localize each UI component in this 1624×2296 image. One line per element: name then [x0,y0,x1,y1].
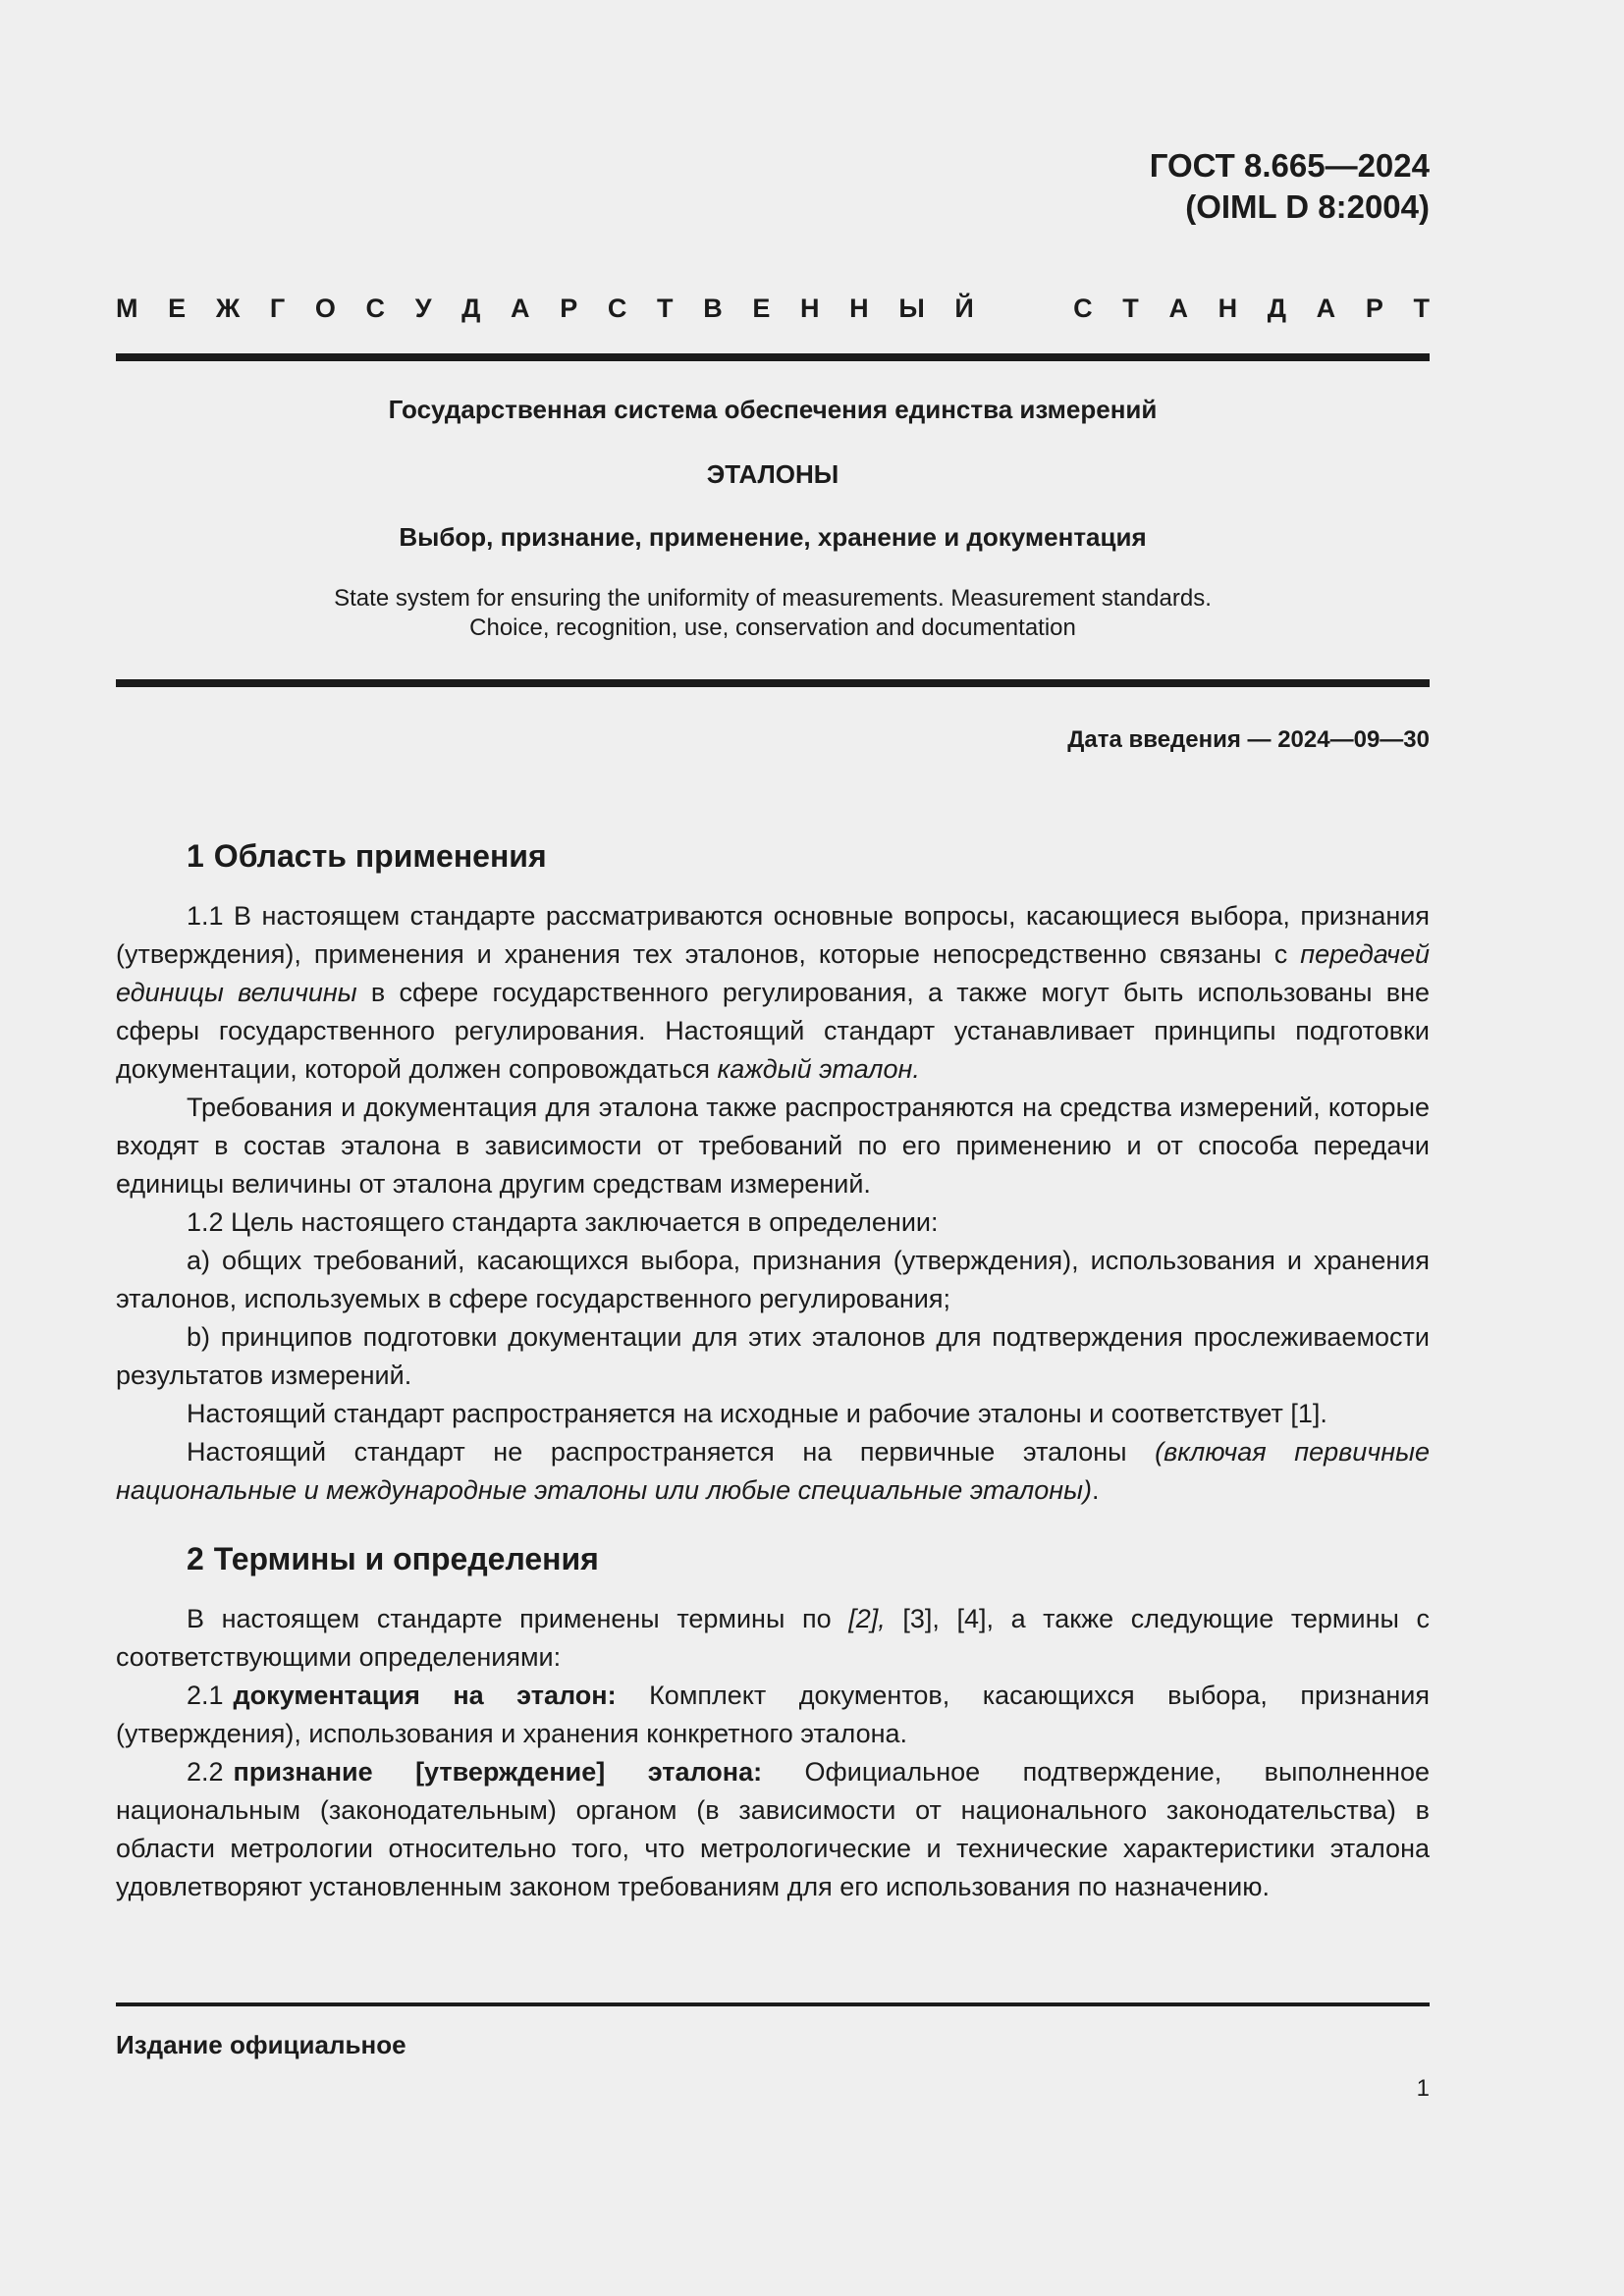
banner-letter: Ж [215,293,241,323]
term-number: 2.2 [187,1757,224,1787]
header-rule-top [116,353,1430,361]
list-item-b: b) принципов подготовки документации для этих эталонов для подтверждения прослеживаемости результатов измерений. [116,1322,1430,1390]
text-run: Настоящий стандарт не распространяется на первичные эталоны [187,1437,1156,1467]
banner-letter: Т [1413,293,1430,323]
list-item-a: а) общих требований, касающихся выбора, признания (утверждения), использования и хранения эталонов, используемых в сфере государственного регулирования; [116,1246,1430,1313]
document-page [116,0,1430,2296]
footer-rule [116,2002,1430,2006]
system-title: Государственная система обеспечения единства измерений [388,395,1158,424]
paragraph-not-applies [116,1433,1430,1510]
banner-letter: С [1073,293,1093,323]
banner-letter: Р [560,293,578,323]
english-title-line-1: State system for ensuring the uniformity of measurements. Measurement standards. [334,585,1212,612]
document-subtitle: Выбор, признание, применение, хранение и документация [399,522,1147,552]
banner-letter: Р [1365,293,1383,323]
term-2-2 [116,1753,1430,1906]
text-run: В настоящем стандарте применены термины по [187,1604,849,1633]
banner-letter: Г [269,293,286,323]
banner-letter: Ы [898,293,925,323]
section-2-title: Термины и определения [213,1541,599,1576]
section-2-number: 2 [187,1541,204,1576]
paragraph-1-1 [116,897,1430,1089]
gost-number: ГОСТ 8.665—2024 [1149,147,1430,184]
banner-letter: В [703,293,723,323]
term-definition: Официальное подтверждение, выполненное национальным (законодательным) органом (в зависимости от национального законодательства) в области метрологии относительно того, что метрологические и технические характеристики эталона удовлетворяют установленным законом требованиям для его использования по назначению. [116,1757,1430,1901]
italic-text-run: передачей единицы величины [116,939,1430,1007]
term-name: документация на эталон: [233,1681,617,1710]
banner-letter: С [365,293,386,323]
banner-letter: Т [1122,293,1139,323]
paragraph-applies: Настоящий стандарт распространяется на исходные и рабочие эталоны и соответствует [1]. [187,1399,1327,1428]
english-title-line-2: Choice, recognition, use, conservation and documentation [469,614,1076,641]
banner-letter: Н [800,293,820,323]
document-designation [1150,145,1430,228]
text-run: . [1091,1475,1100,1505]
banner-letter: А [1168,293,1188,323]
introduction-date: Дата введения — 2024—09—30 [1067,726,1430,753]
official-edition-label: Издание официальное [116,2030,406,2059]
banner-letter: Е [752,293,771,323]
banner-letter: С [607,293,627,323]
section-2-heading [116,1539,1430,1578]
standard-type-banner [116,291,1430,326]
banner-letter: Й [954,293,974,323]
term-2-1 [116,1677,1430,1753]
term-number: 2.1 [187,1681,224,1710]
section-1-title: Область применения [213,838,547,874]
banner-letter: Н [849,293,869,323]
paragraph-requirements: Требования и документация для эталона также распространяются на средства измерений, которые входят в состав эталона в зависимости от требований по его применению и от способа передачи единицы величины от эталона другим средствам измерений. [116,1093,1430,1199]
page-number: 1 [1416,2075,1430,2102]
paragraph-1-2: 1.2 Цель настоящего стандарта заключается в определении: [187,1207,939,1237]
banner-letter: Д [1267,293,1287,323]
banner-letter: Н [1218,293,1238,323]
header-rule-bottom [116,679,1430,687]
banner-letter: Т [657,293,674,323]
term-name: признание [утверждение] эталона: [233,1757,763,1787]
italic-text-run: каждый эталон. [717,1054,920,1084]
banner-letter: У [414,293,432,323]
banner-letter: А [511,293,530,323]
term-definition: Комплект документов, касающихся выбора, признания (утверждения), использования и хранения конкретного эталона. [116,1681,1430,1748]
text-run: 1.1 В настоящем стандарте рассматриваются основные вопросы, касающиеся выбора, признания (утверждения), применения и хранения тех эталонов, которые непосредственно связаны с [116,901,1430,969]
banner-letter: О [314,293,336,323]
oiml-number: (OIML D 8:2004) [1185,188,1430,225]
text-run: в сфере государственного регулирования, а также могут быть использованы вне сферы государственного регулирования. Настоящий стандарт устанавливает принципы подготовки документации, которой должен сопровождаться [116,978,1430,1084]
banner-letter: Д [461,293,481,323]
text-run: [3], [4], а также следующие термины с соответствующими определениями: [116,1604,1430,1672]
paragraph-terms-intro [116,1600,1430,1677]
banner-letter: Е [168,293,187,323]
section-1-heading [116,836,1430,876]
italic-text-run: (включая первичные национальные и международные эталоны или любые специальные эталоны) [116,1437,1431,1505]
banner-letter: М [116,293,138,323]
section-1-number: 1 [187,838,204,874]
document-main-title: ЭТАЛОНЫ [706,459,839,489]
banner-letter: А [1316,293,1336,323]
document-body [116,836,1430,1906]
italic-reference: [2], [848,1604,886,1633]
